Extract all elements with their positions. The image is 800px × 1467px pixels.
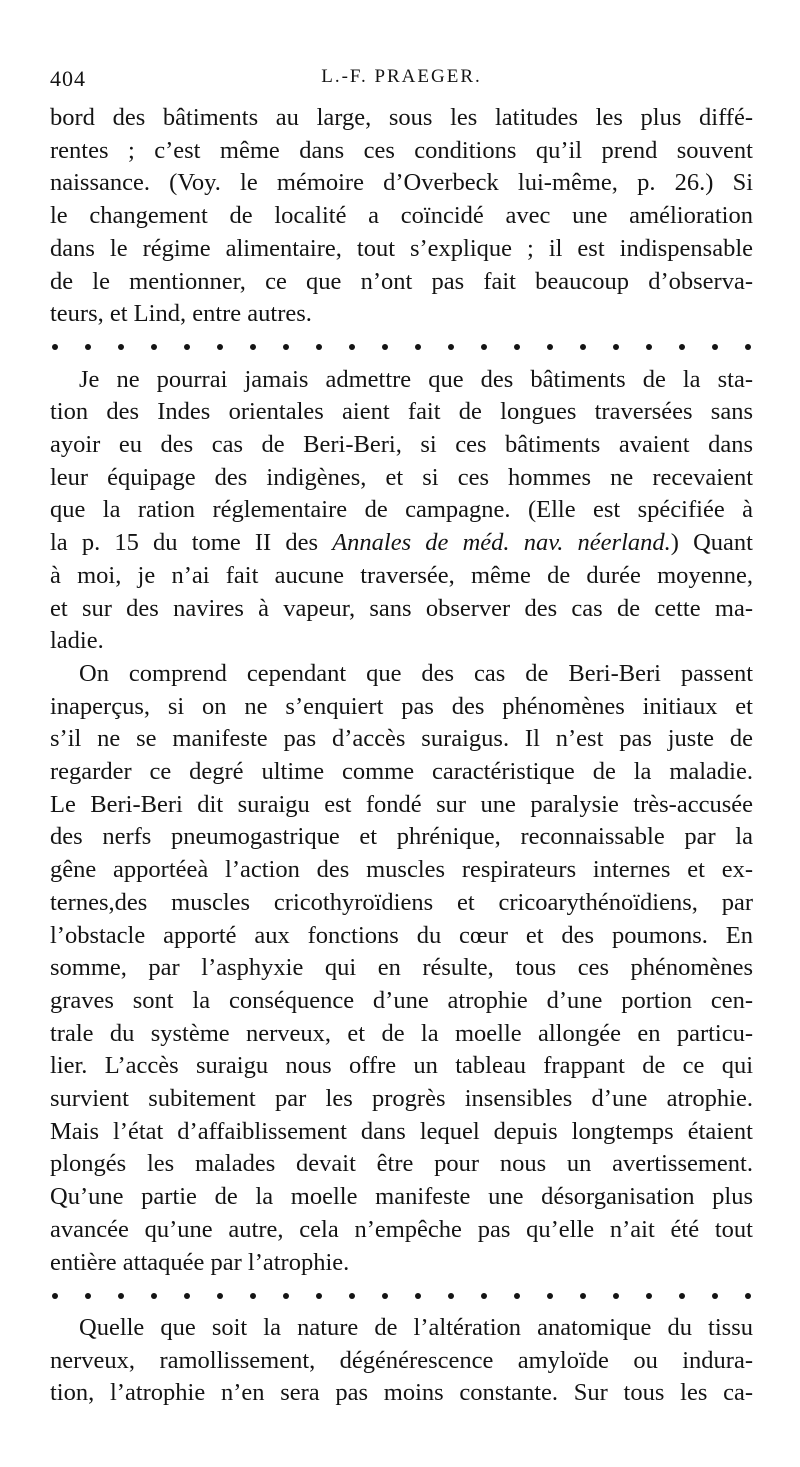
ellipsis-dot: [316, 1293, 322, 1299]
body-text: [50, 102, 753, 1410]
text-line: gêne apportéeà l’action des muscles respirateurs internes et ex-: [50, 856, 753, 884]
ellipsis-dot: [481, 344, 487, 350]
ellipsis-dot: [514, 344, 520, 350]
ellipsis-dot: [382, 1293, 388, 1299]
text-line: trale du système nerveux, et de la moelle allongée en particu-: [50, 1019, 753, 1047]
text-line: avancée qu’une autre, cela n’empêche pas qu’elle n’ait été tout: [50, 1215, 753, 1243]
ellipsis-dot: [316, 344, 322, 350]
ellipsis-dot: [613, 344, 619, 350]
ellipsis-dot: [151, 1293, 157, 1299]
ellipsis-dot: [382, 344, 388, 350]
ellipsis-dot: [646, 1293, 652, 1299]
text-line: tion, l’atrophie n’en sera pas moins constante. Sur tous les ca-: [50, 1379, 753, 1407]
text-line: lier. L’accès suraigu nous offre un tableau frappant de ce qui: [50, 1052, 753, 1080]
book-page: [50, 62, 753, 1410]
text-line: l’obstacle apporté aux fonctions du cœur et des poumons. En: [50, 921, 753, 949]
text-line: survient subitement par les progrès insensibles d’une atrophie.: [50, 1085, 753, 1113]
running-head: [50, 62, 753, 102]
text-line: de le mentionner, ce que n’ont pas fait beaucoup d’observa-: [50, 267, 753, 295]
ellipsis-dot: [547, 1293, 553, 1299]
ellipsis-dot: [745, 344, 751, 350]
ellipsis-dot: [250, 344, 256, 350]
text-line: plongés les malades devait être pour nous un avertissement.: [50, 1150, 753, 1178]
page-number: 404: [50, 66, 86, 91]
paragraph-1: [50, 102, 753, 331]
text-line: ternes,des muscles cricothyroïdiens et cricoarythénoïdiens, par: [50, 888, 753, 916]
ellipsis-dot: [283, 1293, 289, 1299]
ellipsis-dot: [52, 1293, 58, 1299]
ellipsis-dot: [580, 344, 586, 350]
paragraph-4: [50, 1312, 753, 1410]
text-line: bord des bâtiments au large, sous les latitudes les plus diffé-: [50, 104, 753, 131]
paragraph-3: [50, 658, 753, 1279]
citation-suffix: ) Quant: [670, 529, 753, 557]
ellipsis-dot: [184, 344, 190, 350]
text-line: somme, par l’asphyxie qui en résulte, tous ces phénomènes: [50, 954, 753, 982]
ellipsis-dot: [349, 344, 355, 350]
text-line: leur équipage des indigènes, et si ces hommes ne recevaient: [50, 463, 753, 491]
text-line: rentes ; c’est même dans ces conditions qu’il prend souvent: [50, 136, 753, 164]
journal-title: Annales de méd. nav. néerland.: [332, 529, 671, 557]
ellipsis-dot: [481, 1293, 487, 1299]
ellipsis-dot: [679, 344, 685, 350]
ellipsis-dot: [415, 344, 421, 350]
text-line: le changement de localité a coïncidé avec une amélioration: [50, 202, 753, 230]
text-line: inaperçus, si on ne s’enquiert pas des phénomènes initiaux et: [50, 692, 753, 720]
text-line: tion des Indes orientales aient fait de longues traversées sans: [50, 398, 753, 426]
text-line-with-citation: [50, 527, 753, 560]
text-line: Qu’une partie de la moelle manifeste une désorganisation plus: [50, 1183, 753, 1211]
ellipsis-dot: [448, 344, 454, 350]
text-line: et sur des navires à vapeur, sans observer des cas de cette ma-: [50, 594, 753, 622]
text-line: graves sont la conséquence d’une atrophie d’une portion cen-: [50, 986, 753, 1014]
ellipsis-dot: [151, 344, 157, 350]
text-line: Le Beri-Beri dit suraigu est fondé sur une paralysie très-accusée: [50, 790, 753, 818]
text-line: On comprend cependant que des cas de Beri-Beri passent: [79, 659, 753, 687]
ellipsis-dot: [217, 1293, 223, 1299]
text-line: teurs, et Lind, entre autres.: [50, 300, 312, 328]
text-line: dans le régime alimentaire, tout s’explique ; il est indispensable: [50, 234, 753, 262]
ellipsis-dot: [217, 344, 223, 350]
ellipsis-dot: [712, 344, 718, 350]
ellipsis-separator: [50, 1279, 753, 1312]
text-line: regarder ce degré ultime comme caractéristique de la maladie.: [50, 758, 753, 786]
ellipsis-dot: [118, 1293, 124, 1299]
ellipsis-dot: [250, 1293, 256, 1299]
ellipsis-dot: [712, 1293, 718, 1299]
text-line: à moi, je n’ai fait aucune traversée, même de durée moyenne,: [50, 561, 753, 589]
ellipsis-dot: [349, 1293, 355, 1299]
paragraph-2: [50, 364, 753, 658]
ellipsis-dot: [646, 344, 652, 350]
ellipsis-dot: [52, 344, 58, 350]
ellipsis-dot: [85, 1293, 91, 1299]
ellipsis-dot: [448, 1293, 454, 1299]
ellipsis-dot: [415, 1293, 421, 1299]
citation-prefix: la p. 15 du tome II des: [50, 529, 333, 557]
text-line: nerveux, ramollissement, dégénérescence amyloïde ou indura-: [50, 1346, 753, 1374]
ellipsis-dot: [283, 344, 289, 350]
text-line: naissance. (Voy. le mémoire d’Overbeck lui-même, p. 26.) Si: [50, 169, 753, 197]
ellipsis-dot: [745, 1293, 751, 1299]
ellipsis-dot: [118, 344, 124, 350]
text-line: que la ration réglementaire de campagne. (Elle est spécifiée à: [50, 496, 753, 524]
ellipsis-dot: [613, 1293, 619, 1299]
text-line: s’il ne se manifeste pas d’accès suraigus. Il n’est pas juste de: [50, 725, 753, 753]
text-line: des nerfs pneumogastrique et phrénique, reconnaissable par la: [50, 823, 753, 851]
text-line: Mais l’état d’affaiblissement dans lequel depuis longtemps étaient: [50, 1117, 753, 1145]
ellipsis-separator: [50, 331, 753, 364]
text-line: ladie.: [50, 627, 104, 655]
text-line: ayoir eu des cas de Beri-Beri, si ces bâtiments avaient dans: [50, 431, 753, 459]
ellipsis-dot: [547, 344, 553, 350]
ellipsis-dot: [85, 344, 91, 350]
running-head-author: L.-F. PRAEGER.: [321, 66, 482, 87]
text-line: Quelle que soit la nature de l’altération anatomique du tissu: [79, 1313, 753, 1341]
ellipsis-dot: [580, 1293, 586, 1299]
ellipsis-dot: [514, 1293, 520, 1299]
ellipsis-dot: [679, 1293, 685, 1299]
text-line: Je ne pourrai jamais admettre que des bâtiments de la sta-: [79, 365, 753, 393]
text-line: entière attaquée par l’atrophie.: [50, 1248, 350, 1276]
ellipsis-dot: [184, 1293, 190, 1299]
